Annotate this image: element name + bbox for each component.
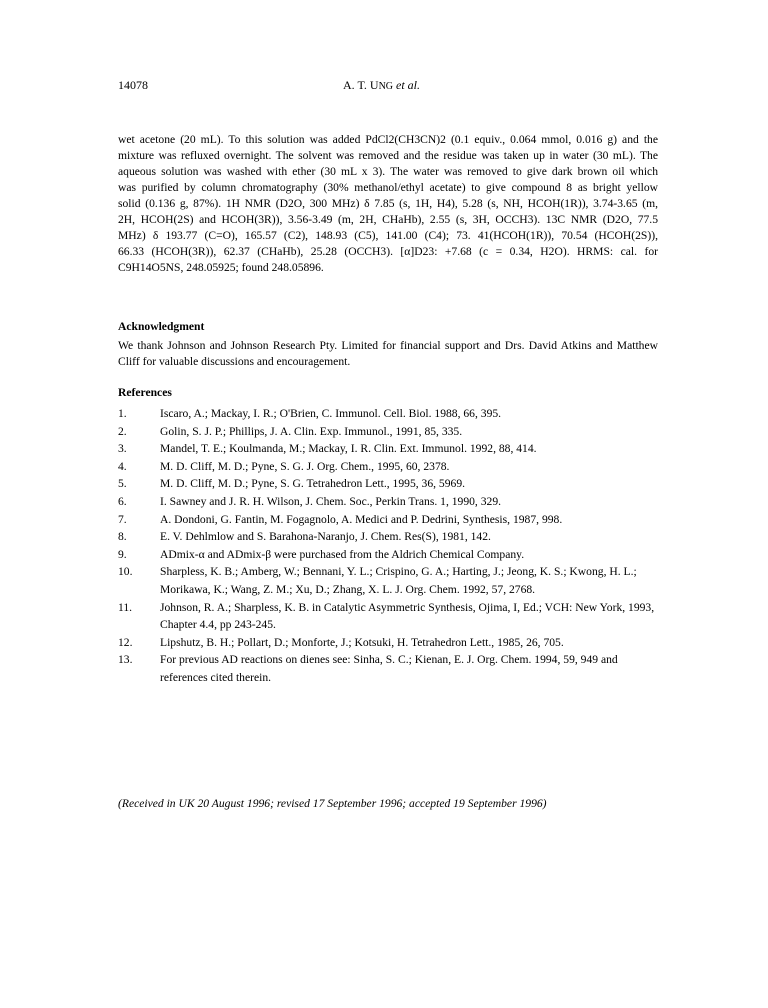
experimental-line: MHz) δ 193.77 (C=O), 165.57 (C2), 148.93 (C5), 141.00 (C4); 73. 41(HCOH(1R)), 70.54 (HCOH(2S)), <box>118 229 658 242</box>
reference-text: ADmix-α and ADmix-β were purchased from the Aldrich Chemical Company. <box>160 547 525 561</box>
reference-text: For previous AD reactions on dienes see: Sinha, S. C.; Kienan, E. J. Org. Chem. 1994, 59, 949 and references cited therein. <box>160 653 618 684</box>
reference-number: 6. <box>118 494 127 508</box>
experimental-paragraph <box>118 132 658 276</box>
reference-number: 11. <box>118 600 133 614</box>
page-number: 14078 <box>118 78 148 92</box>
acknowledgment-text: We thank Johnson and Johnson Research Pty. Limited for financial support and Drs. David Atkins and Matthew Cliff for valuable discussions and encouragement. <box>118 339 658 368</box>
reference-item <box>118 458 663 476</box>
experimental-line: solid (0.136 g, 87%). 1H NMR (D2O, 300 MHz) δ 7.85 (s, 1H, H4), 5.28 (s, NH, HCOH(1R)), 3.74-3.65 (m, <box>118 197 658 210</box>
acknowledgment-heading: Acknowledgment <box>118 320 205 333</box>
reference-item <box>118 493 663 511</box>
references-heading: References <box>118 386 172 399</box>
reference-text: Lipshutz, B. H.; Pollart, D.; Monforte, J.; Kotsuki, H. Tetrahedron Lett., 1985, 26, 705. <box>160 635 564 649</box>
reference-number: 9. <box>118 547 127 561</box>
received-dates: (Received in UK 20 August 1996; revised 17 September 1996; accepted 19 September 1996) <box>118 797 547 810</box>
experimental-line: was purified by column chromatography (30% methanol/ethyl acetate) to give compound 8 as bright yellow <box>118 181 658 194</box>
experimental-line: 66.33 (HCOH(3R)), 62.37 (CHaHb), 25.28 (OCCH3). [α]D23: +7.68 (c = 0.34, H2O). HRMS: cal. for <box>118 245 658 258</box>
reference-text: M. D. Cliff, M. D.; Pyne, S. G. J. Org. Chem., 1995, 60, 2378. <box>160 459 450 473</box>
running-head: A. T. UNG et al. <box>343 78 421 92</box>
experimental-line: C9H14O5NS, 248.05925; found 248.05896. <box>118 261 324 274</box>
reference-text: Golin, S. J. P.; Phillips, J. A. Clin. Exp. Immunol., 1991, 85, 335. <box>160 424 463 438</box>
reference-number: 12. <box>118 635 133 649</box>
reference-number: 10. <box>118 565 133 579</box>
reference-text: Sharpless, K. B.; Amberg, W.; Bennani, Y. L.; Crispino, G. A.; Harting, J.; Jeong, K. S.; Kwong, H. L.; Morikawa, K.; Wang, Z. M.; Xu, D.; Zhang, X. L. J. Org. Chem. 1992, 57, 2768. <box>160 565 637 596</box>
reference-text: E. V. Dehlmlow and S. Barahona-Naranjo, J. Chem. Res(S), 1981, 142. <box>160 530 491 544</box>
reference-text: M. D. Cliff, M. D.; Pyne, S. G. Tetrahedron Lett., 1995, 36, 5969. <box>160 477 466 491</box>
reference-number: 5. <box>118 477 127 491</box>
reference-text: Mandel, T. E.; Koulmanda, M.; Mackay, I. R. Clin. Ext. Immunol. 1992, 88, 414. <box>160 442 537 456</box>
reference-item <box>118 546 663 564</box>
experimental-line: aqueous solution was washed with ether (30 mL x 3). The water was removed to give dark brown oil which <box>118 165 658 178</box>
reference-number: 1. <box>118 407 127 420</box>
reference-item <box>118 599 663 634</box>
reference-item <box>118 528 663 546</box>
references-list <box>118 405 663 687</box>
reference-number: 4. <box>118 459 127 473</box>
reference-item <box>118 563 663 598</box>
reference-number: 2. <box>118 424 127 438</box>
reference-number: 13. <box>118 653 133 667</box>
reference-item <box>118 634 663 652</box>
reference-text: I. Sawney and J. R. H. Wilson, J. Chem. Soc., Perkin Trans. 1, 1990, 329. <box>160 494 502 508</box>
experimental-line: wet acetone (20 mL). To this solution was added PdCl2(CH3CN)2 (0.1 equiv., 0.064 mmol, 0.016 g) and the <box>118 133 658 146</box>
reference-text: Iscaro, A.; Mackay, I. R.; O'Brien, C. Immunol. Cell. Biol. 1988, 66, 395. <box>160 407 502 420</box>
experimental-line: 2H, HCOH(2S) and HCOH(3R)), 3.56-3.49 (m, 2H, CHaHb), 2.55 (s, 3H, OCCH3). 13C NMR (D2O, 77.5 <box>118 213 658 226</box>
reference-text: Johnson, R. A.; Sharpless, K. B. in Catalytic Asymmetric Synthesis, Ojima, I, Ed.; VCH: New York, 1993, Chapter 4.4, pp 243-245. <box>160 600 655 632</box>
reference-number: 3. <box>118 442 127 456</box>
reference-item <box>118 423 663 441</box>
reference-number: 7. <box>118 512 127 526</box>
reference-item <box>118 511 663 529</box>
reference-item <box>118 475 663 493</box>
reference-number: 8. <box>118 530 127 544</box>
reference-text: A. Dondoni, G. Fantin, M. Fogagnolo, A. Medici and P. Dedrini, Synthesis, 1987, 998. <box>160 512 563 526</box>
reference-item <box>118 651 663 686</box>
reference-item <box>118 405 663 423</box>
experimental-line: mixture was refluxed overnight. The solvent was removed and the residue was taken up in water (30 mL). The <box>118 149 658 162</box>
reference-item <box>118 440 663 458</box>
